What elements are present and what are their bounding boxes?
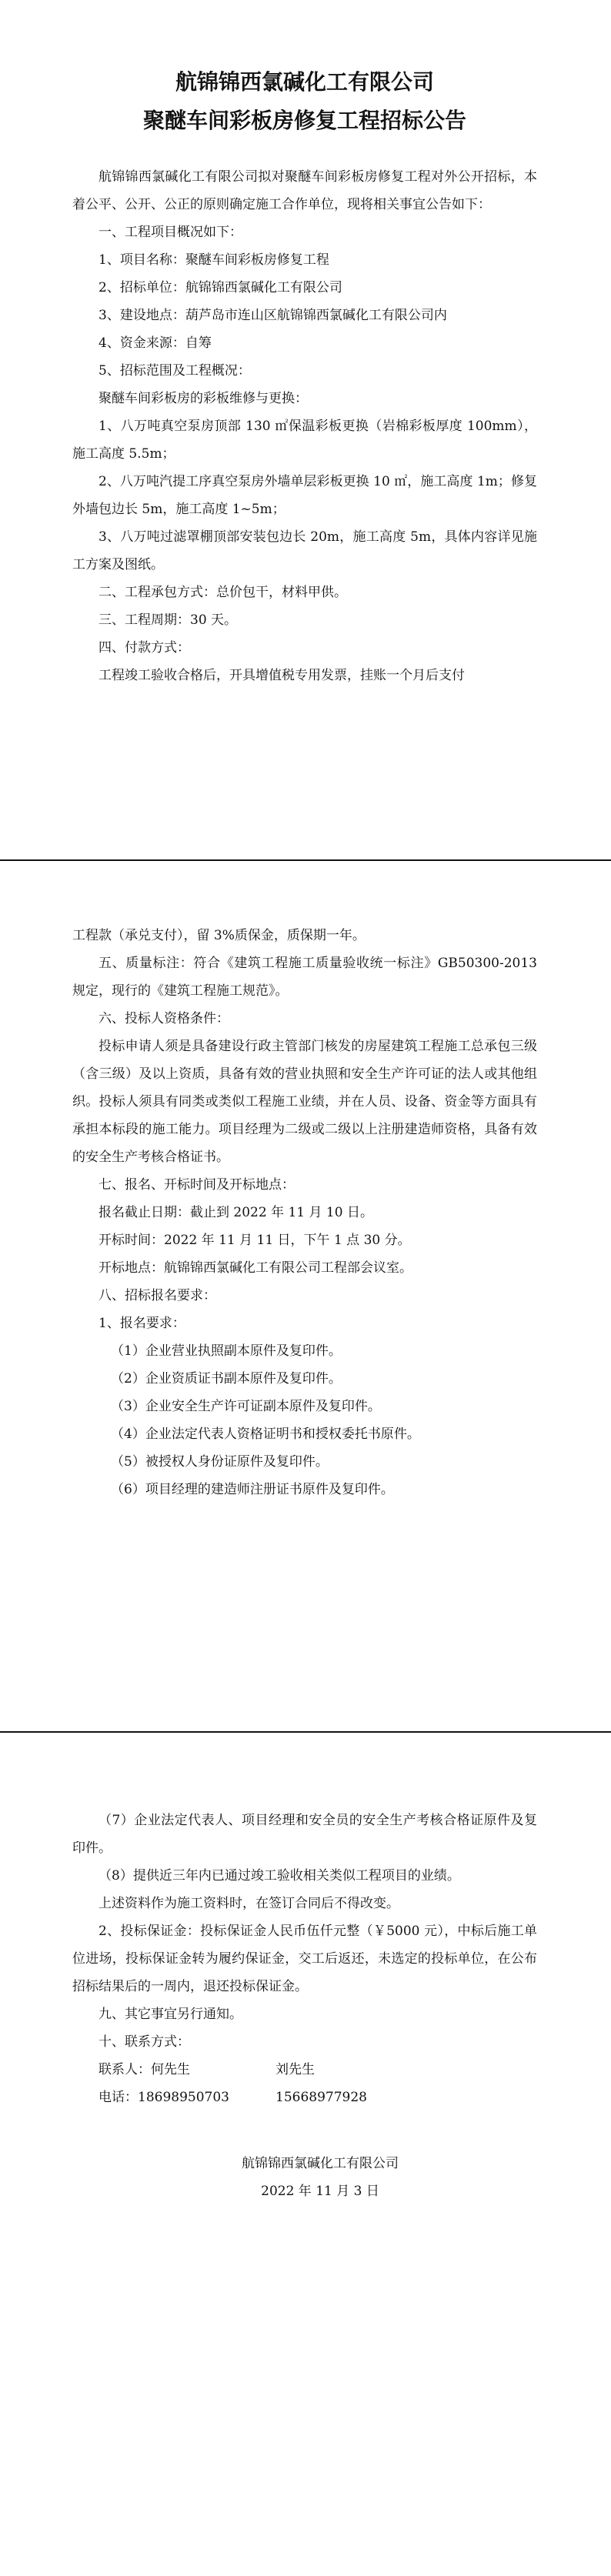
requirement-item: （3）企业安全生产许可证副本原件及复印件。	[111, 1399, 381, 1414]
signature-company: 航锦锦西氯碱化工有限公司	[242, 2156, 399, 2171]
requirement-item: （1）企业营业执照副本原件及复印件。	[111, 1343, 342, 1359]
phone-2: 15668977928	[275, 2090, 367, 2105]
requirement-item: （6）项目经理的建造师注册证书原件及复印件。	[111, 1482, 394, 1497]
requirement-item: （4）企业法定代表人资格证明书和授权委托书原件。	[111, 1426, 420, 1442]
requirement-item: （2）企业资质证书副本原件及复印件。	[111, 1371, 342, 1386]
list-item: 1、项目名称：聚醚车间彩板房修复工程	[98, 252, 329, 268]
opening-place-text: 开标地点：航锦锦西氯碱化工有限公司工程部会议室。	[98, 1260, 412, 1276]
requirement-item: （7）企业法定代表人、项目经理和安全员的安全生产考核合格证原件及复印件。	[72, 1813, 537, 1856]
list-item: 5、招标范围及工程概况：	[98, 363, 251, 379]
document-page-2	[0, 873, 611, 1703]
list-item: 3、建设地点：葫芦岛市连山区航锦锦西氯碱化工有限公司内	[98, 308, 447, 323]
company-title: 航锦锦西氯碱化工有限公司	[175, 69, 434, 95]
list-item: 2、招标单位：航锦锦西氯碱化工有限公司	[98, 280, 342, 295]
phone-1: 电话：18698950703	[98, 2090, 229, 2105]
requirement-item: （8）提供近三年内已通过竣工验收相关类似工程项目的业绩。	[98, 1868, 460, 1884]
scope-heading: 聚醚车间彩板房的彩板维修与更换：	[98, 391, 308, 406]
deadline-text: 报名截止日期：截止到 2022 年 11 月 10 日。	[98, 1205, 373, 1220]
opening-time-text: 开标时间：2022 年 11 月 11 日，下午 1 点 30 分。	[98, 1233, 411, 1248]
document-page-1	[0, 0, 611, 831]
scope-item: 1、八万吨真空泵房顶部 130 ㎡保温彩板更换（岩棉彩板厚度 100mm），施工高度 5.5m；	[72, 419, 537, 462]
section-heading: 二、工程承包方式：总价包干，材料甲供。	[98, 585, 347, 600]
payment-paragraph: 工程竣工验收合格后，开具增值税专用发票，挂账一个月后支付	[98, 668, 465, 683]
qualification-paragraph: 投标申请人须是具备建设行政主管部门核发的房屋建筑工程施工总承包三级（含三级）及以上资质，具备有效的营业执照和安全生产许可证的法人或其他组织。投标人须具有同类或类似工程施工业绩，并在人员、设备、资金等方面具有承担本标段的施工能力。项目经理为二级或二级以上注册建造师资格，具备有效的安全生产考核合格证书。	[72, 1039, 537, 1165]
scope-item: 2、八万吨汽提工序真空泵房外墙单层彩板更换 10 ㎡，施工高度 1m；修复外墙包边长 5m，施工高度 1~5m；	[72, 474, 537, 517]
notice-title: 聚醚车间彩板房修复工程招标公告	[142, 108, 466, 133]
section-heading: 六、投标人资格条件：	[98, 1011, 229, 1026]
list-item: 4、资金来源：自筹	[98, 335, 212, 351]
phone-row	[72, 2084, 537, 2111]
section-heading: 五、质量标注：符合《建筑工程施工质量验收统一标注》GB50300-2013 规定，现行的《建筑工程施工规范》。	[72, 956, 537, 999]
contact-row	[72, 2056, 537, 2084]
deposit-paragraph: 2、投标保证金：投标保证金人民币伍仟元整（￥5000 元），中标后施工单位进场，投标保证金转为履约保证金，交工后返还，未选定的投标单位，在公布招标结果后的一周内，退还投标保证金。	[72, 1924, 537, 1994]
document-page-3	[0, 1745, 611, 2576]
list-item: 1、报名要求：	[98, 1316, 185, 1331]
section-heading: 十、联系方式：	[98, 2034, 190, 2050]
section-heading: 四、付款方式：	[98, 640, 190, 656]
intro-paragraph: 航锦锦西氯碱化工有限公司拟对聚醚车间彩板房修复工程对外公开招标，本着公平、公开、公正的原则确定施工合作单位，现将相关事宜公告如下：	[72, 169, 537, 212]
requirement-note: 上述资料作为施工资料时，在签订合同后不得改变。	[98, 1896, 399, 1911]
section-heading: 七、报名、开标时间及开标地点：	[98, 1177, 295, 1193]
page-divider	[0, 1731, 611, 1733]
page-divider	[0, 859, 611, 861]
payment-continued: 工程款（承兑支付），留 3%质保金，质保期一年。	[72, 928, 366, 943]
contact-person-2: 刘先生	[275, 2062, 315, 2077]
scope-item: 3、八万吨过滤罩棚顶部安装包边长 20m，施工高度 5m，具体内容详见施工方案及图纸。	[72, 529, 537, 572]
contact-person-1: 联系人：何先生	[98, 2062, 190, 2077]
signature-date: 2022 年 11 月 3 日	[261, 2184, 379, 2199]
section-heading: 一、工程项目概况如下：	[98, 225, 242, 240]
section-heading: 八、招标报名要求：	[98, 1288, 216, 1303]
section-heading: 九、其它事宜另行通知。	[98, 2007, 242, 2022]
section-heading: 三、工程周期：30 天。	[98, 612, 238, 628]
requirement-item: （5）被授权人身份证原件及复印件。	[111, 1454, 329, 1470]
